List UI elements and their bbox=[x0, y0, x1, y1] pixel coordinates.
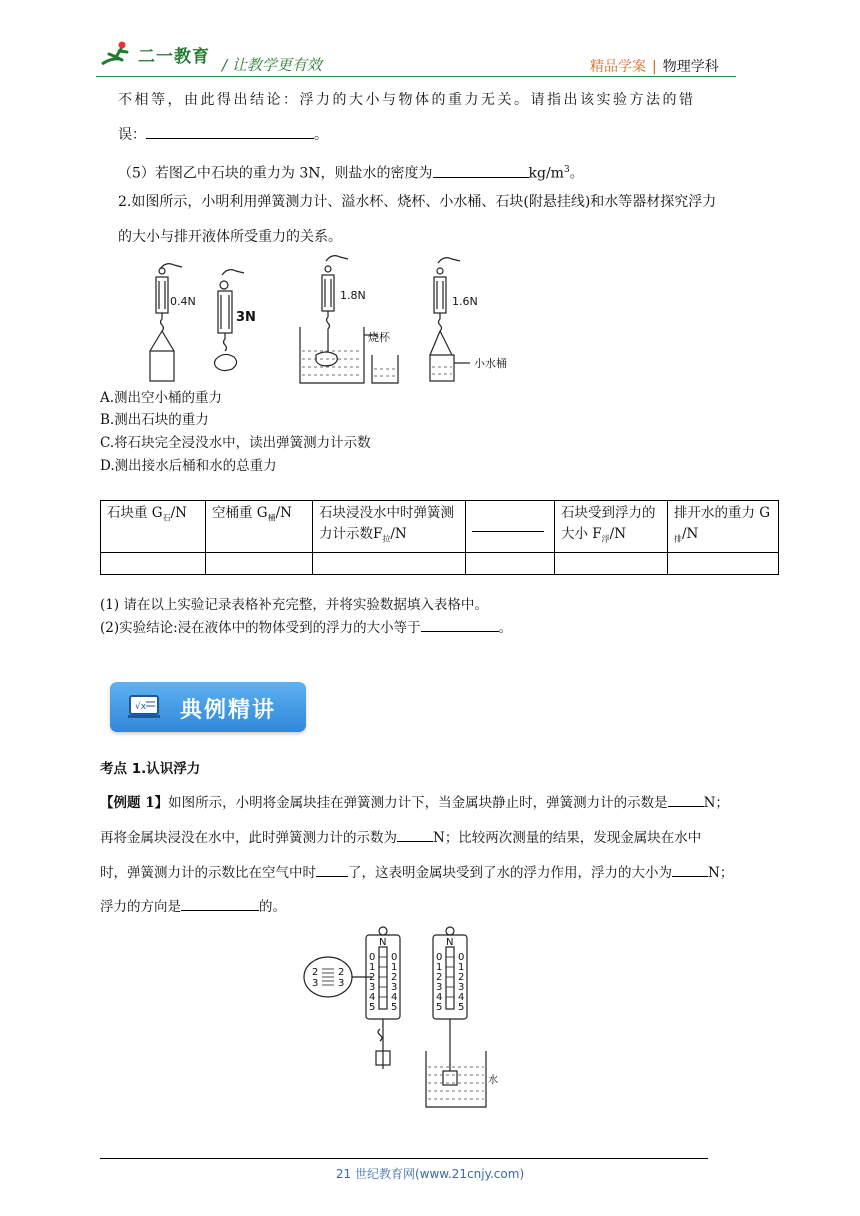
example-line3 bbox=[100, 862, 733, 884]
header-slogan: / 让教学更有效 bbox=[222, 56, 322, 74]
fig-label: N bbox=[379, 937, 387, 948]
q2-sub2-text: (2)实验结论:浸在液体中的物体受到的浮力的大小等于 bbox=[100, 620, 421, 636]
header-divider bbox=[96, 76, 736, 77]
answer-blank[interactable] bbox=[672, 862, 708, 877]
example-tag: 【例题 1】 bbox=[100, 795, 169, 811]
table-cell[interactable] bbox=[555, 552, 668, 574]
header-tag-premium: 精品学案 bbox=[590, 59, 646, 75]
example-text: N； bbox=[708, 865, 734, 881]
table-header-cell-blank[interactable] bbox=[466, 501, 555, 553]
zoom-number: 3 bbox=[312, 978, 319, 989]
q1-line2 bbox=[118, 124, 328, 146]
scale-number: 0 bbox=[391, 952, 398, 963]
scale-number: 3 bbox=[436, 982, 443, 993]
example-text: 再将金属块浸没在水中，此时弹簧测力计的示数为 bbox=[100, 830, 397, 846]
q1-line2-text: 误： bbox=[118, 127, 146, 143]
q1-item5-end: 。 bbox=[569, 165, 584, 182]
table-header-cell: 排开水的重力 $G_排/N$ bbox=[668, 501, 779, 553]
step-b: B.测出石块的重力 bbox=[100, 412, 209, 428]
scale-number: 3 bbox=[458, 982, 465, 993]
logo-text: 二一教育 bbox=[138, 46, 210, 67]
svg-text:√x: √x bbox=[135, 702, 147, 712]
q2-line1: 2.如图所示，小明利用弹簧测力计、溢水杯、烧杯、小水桶、石块(附悬挂线)和水等器材探究浮力 bbox=[118, 194, 717, 210]
scale-number: 2 bbox=[458, 972, 465, 983]
scale-number: 3 bbox=[369, 982, 376, 993]
scale-number: 0 bbox=[436, 952, 443, 963]
table-cell[interactable] bbox=[668, 552, 779, 574]
table-cell[interactable] bbox=[206, 552, 313, 574]
scale-number: 4 bbox=[436, 992, 443, 1003]
runner-logo-icon bbox=[100, 40, 134, 68]
fig-label: 小水桶 bbox=[474, 357, 507, 370]
scale-number: 5 bbox=[391, 1002, 398, 1013]
answer-blank[interactable] bbox=[433, 163, 529, 178]
footer-divider bbox=[100, 1158, 708, 1159]
scale-number: 2 bbox=[391, 972, 398, 983]
header-right bbox=[590, 56, 719, 76]
q1-item5-sup: 3 bbox=[563, 165, 570, 175]
scale-number: 1 bbox=[436, 962, 443, 973]
q1-line1: 不相等，由此得出结论：浮力的大小与物体的重力无关。请指出该实验方法的错 bbox=[118, 92, 696, 108]
table-row bbox=[101, 552, 779, 574]
example-text: 如图所示，小明将金属块挂在弹簧测力计下，当金属块静止时，弹簧测力计的示数是 bbox=[168, 795, 668, 811]
scale-number: 0 bbox=[458, 952, 465, 963]
q2-experiment-figure bbox=[140, 255, 540, 387]
fig-label: 烧杯 bbox=[368, 331, 390, 344]
header-subject: 物理学科 bbox=[662, 59, 719, 75]
step-c: C.将石块完全浸没水中，读出弹簧测力计示数 bbox=[100, 435, 371, 451]
scale-number: 4 bbox=[458, 992, 465, 1003]
scale-number: 4 bbox=[369, 992, 376, 1003]
example-text: N； bbox=[703, 795, 729, 811]
fig-label: 水 bbox=[488, 1075, 498, 1086]
fig-label: N bbox=[446, 937, 454, 948]
table-header-cell: 石块重 $G_石/N$ bbox=[101, 501, 206, 553]
example-text: 浮力的方向是 bbox=[100, 899, 181, 915]
figure-a-empty-bucket bbox=[150, 264, 182, 381]
answer-blank[interactable] bbox=[397, 827, 433, 842]
answer-blank[interactable] bbox=[421, 617, 499, 632]
scale-number: 5 bbox=[369, 1002, 376, 1013]
table-cell[interactable] bbox=[101, 552, 206, 574]
zoom-number: 2 bbox=[312, 967, 319, 978]
scale-number: 5 bbox=[458, 1002, 465, 1013]
q2-sub2 bbox=[100, 617, 512, 639]
fig-label: 1.8N bbox=[340, 289, 366, 302]
step-d: D.测出接水后桶和水的总重力 bbox=[100, 458, 277, 474]
table-header-row bbox=[101, 501, 779, 553]
answer-blank[interactable] bbox=[316, 862, 348, 877]
scale-number: 5 bbox=[436, 1002, 443, 1013]
kaodian-title: 考点 1.认识浮力 bbox=[100, 761, 201, 777]
blackboard-icon bbox=[128, 694, 162, 720]
brand-logo bbox=[100, 40, 210, 68]
scale-number: 1 bbox=[369, 962, 376, 973]
spring-scale-figure bbox=[300, 925, 500, 1115]
table-cell[interactable] bbox=[466, 552, 555, 574]
figure-c-submerged-stone bbox=[300, 256, 398, 383]
table-header-cell: 石块浸没水中时弹簧测力计示数$F_拉/N$ bbox=[313, 501, 466, 553]
scale-number: 2 bbox=[369, 972, 376, 983]
header-separator: | bbox=[652, 59, 657, 75]
scale-number: 0 bbox=[369, 952, 376, 963]
banner-title: 典例精讲 bbox=[180, 698, 277, 723]
q2-sub2-end: 。 bbox=[498, 620, 513, 636]
answer-blank[interactable] bbox=[181, 896, 259, 911]
scale-number: 4 bbox=[391, 992, 398, 1003]
record-table bbox=[100, 500, 779, 575]
q1-item5-text: （5）若图乙中石块的重力为 3N，则盐水的密度为 bbox=[118, 165, 433, 182]
zoom-number: 2 bbox=[338, 967, 345, 978]
table-cell[interactable] bbox=[313, 552, 466, 574]
example-text: N；比较两次测量的结果，发现金属块在水中 bbox=[433, 830, 702, 846]
table-header-cell: 空桶重 $G_桶/N$ bbox=[206, 501, 313, 553]
fig-label: 1.6N bbox=[452, 295, 478, 308]
example-text: 时，弹簧测力计的示数比在空气中时 bbox=[100, 865, 316, 881]
fig-label: 0.4N bbox=[170, 295, 196, 308]
answer-blank[interactable] bbox=[146, 124, 314, 139]
q1-line2-end: 。 bbox=[314, 127, 328, 143]
table-header-cell: 石块受到浮力的大小 $F_浮/N$ bbox=[555, 501, 668, 553]
example-line2 bbox=[100, 827, 701, 849]
example-line4 bbox=[100, 896, 286, 918]
fig-label: 3N bbox=[236, 310, 256, 325]
scale-number: 1 bbox=[391, 962, 398, 973]
q1-item5 bbox=[118, 159, 584, 185]
example-text: 了，这表明金属块受到了水的浮力作用，浮力的大小为 bbox=[348, 865, 672, 881]
zoom-number: 3 bbox=[338, 978, 345, 989]
scale-number: 1 bbox=[458, 962, 465, 973]
scale-number: 3 bbox=[391, 982, 398, 993]
q1-item5-unit: kg/m bbox=[528, 165, 564, 182]
scale-number: 2 bbox=[436, 972, 443, 983]
figure-d-bucket-with-water bbox=[430, 258, 470, 381]
q2-line2: 的大小与排开液体所受重力的关系。 bbox=[118, 229, 342, 245]
example-text: 的。 bbox=[259, 899, 286, 915]
example-line1 bbox=[100, 792, 729, 814]
answer-blank[interactable] bbox=[668, 792, 704, 807]
step-a: A.测出空小桶的重力 bbox=[100, 390, 223, 406]
q2-sub1: (1) 请在以上实验记录表格补充完整，并将实验数据填入表格中。 bbox=[100, 597, 488, 613]
footer-text: 21 世纪教育网(www.21cnjy.com) bbox=[335, 1167, 525, 1181]
answer-blank[interactable] bbox=[472, 521, 544, 532]
